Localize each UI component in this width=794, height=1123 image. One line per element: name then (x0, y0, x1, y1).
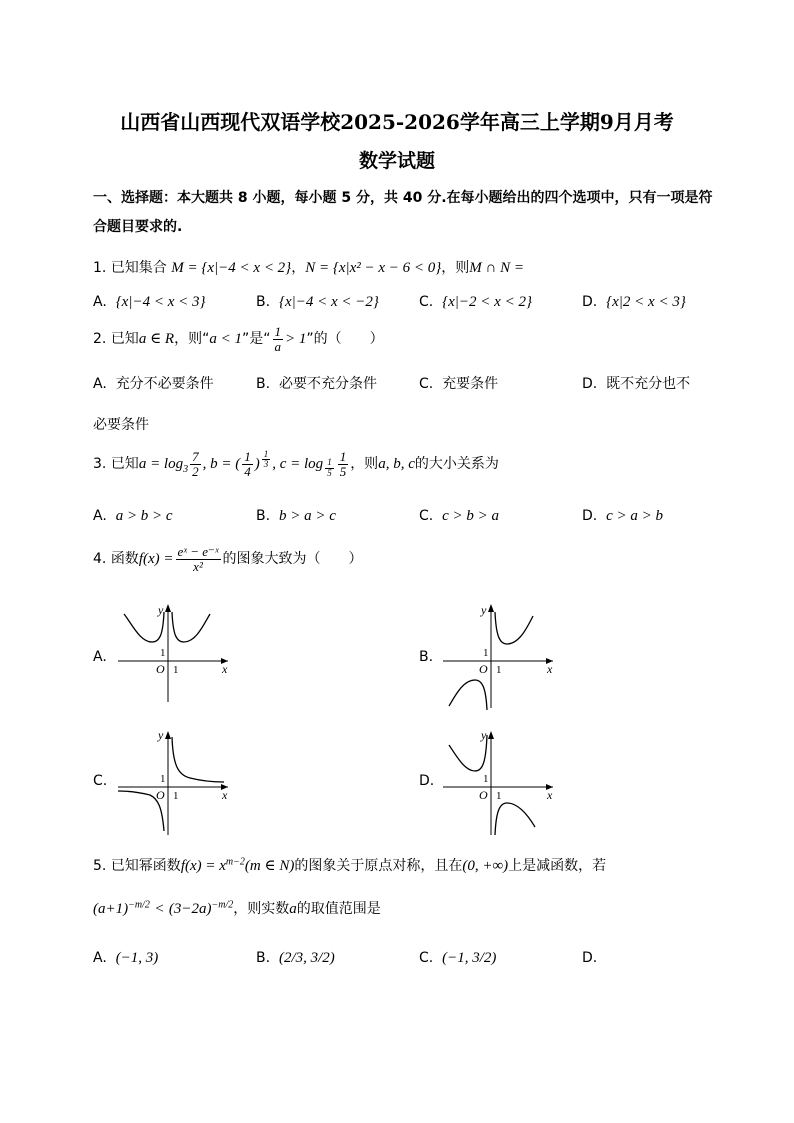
x-label: x (222, 788, 228, 802)
y-arrow-icon (165, 604, 171, 612)
option-text: (−1, 3/2) (442, 950, 497, 966)
option-label: A. (93, 950, 107, 966)
y-tick-label: 1 (160, 773, 166, 785)
option-text: 必要不充分条件 (278, 376, 377, 392)
question-text: ，则 (441, 260, 470, 276)
denominator: 5 (339, 463, 347, 479)
function-name: f(x) = (138, 551, 174, 568)
question-number: 1. (93, 260, 107, 276)
q3-option-c[interactable] (419, 508, 499, 525)
less-than: < (154, 901, 165, 917)
q4-option-c-label[interactable]: C. (93, 773, 108, 789)
y-label: y (158, 728, 164, 742)
c-definition: , c = log (272, 456, 324, 473)
option-text: {x|−2 < x < 2} (442, 294, 532, 310)
set-m: M = {x|−4 < x < 2} (171, 260, 292, 276)
y-arrow-icon (488, 604, 494, 612)
option-text: {x|2 < x < 3} (606, 294, 686, 310)
denominator: a (274, 338, 281, 354)
q2-option-b[interactable] (256, 373, 377, 393)
fraction (338, 450, 349, 478)
option-label: B. (256, 376, 271, 392)
option-label: C. (419, 376, 434, 392)
fraction (242, 450, 253, 478)
y-tick-label: 1 (483, 773, 489, 785)
b-definition: , b = ( (202, 456, 241, 473)
origin-label: O (479, 788, 488, 802)
q2-option-d-wrap: 必要条件 (93, 417, 149, 433)
numerator: 1 (244, 449, 251, 464)
curve-right (172, 612, 210, 642)
numerator: eˣ − e⁻ˣ (177, 544, 219, 559)
q2-option-a[interactable] (93, 373, 214, 393)
x-label: x (547, 662, 553, 676)
variables: a, b, c (378, 456, 415, 473)
q1-option-b[interactable] (256, 294, 379, 311)
exponent-fraction (262, 450, 271, 470)
curve-right (495, 803, 535, 835)
fraction (273, 325, 284, 353)
exponent: m−2 (225, 856, 245, 868)
option-text: {x|−4 < x < −2} (278, 294, 379, 310)
q4-option-b-label[interactable]: B. (419, 649, 434, 665)
option-label: B. (256, 508, 271, 524)
question-number: 3. (93, 456, 107, 473)
x-tick-label: 1 (496, 664, 502, 676)
interval: (0, +∞) (462, 858, 509, 874)
option-text: c > a > b (606, 508, 664, 524)
q1-option-c[interactable] (419, 294, 532, 311)
question-5-line2 (93, 898, 381, 918)
x-tick-label: 1 (496, 790, 502, 802)
question-1 (93, 257, 524, 277)
q3-option-b[interactable] (256, 508, 336, 525)
question-text: ，则实数 (233, 901, 290, 917)
x-tick-label: 1 (173, 664, 179, 676)
y-label: y (481, 728, 487, 742)
q5-option-a[interactable] (93, 950, 158, 967)
inequality: > 1 (285, 331, 307, 348)
option-label: C. (419, 294, 434, 310)
option-label: B. (256, 950, 271, 966)
question-text: ”是“ (241, 331, 271, 348)
graph-d[interactable] (435, 727, 565, 837)
numerator: 1 (274, 324, 281, 339)
a-definition: a = log (138, 456, 184, 473)
question-text: 上是减函数，若 (508, 858, 607, 874)
denominator: 5 (327, 467, 332, 478)
question-text: 的图象大致为（ ） (222, 551, 363, 568)
question-text: 的图象关于原点对称，且在 (294, 858, 463, 874)
q1-option-d[interactable] (582, 294, 686, 311)
option-label: C. (419, 508, 434, 524)
y-tick-label: 1 (483, 647, 489, 659)
y-arrow-icon (165, 731, 171, 739)
page-subtitle: 数学试题 (358, 150, 435, 172)
option-label: B. (256, 294, 271, 310)
option-text: c > b > a (442, 508, 500, 524)
numerator: 7 (192, 449, 199, 464)
exponent: −m/2 (211, 899, 234, 911)
question-text: 已知 (110, 331, 139, 348)
q1-option-a[interactable] (93, 294, 206, 311)
denominator: 3 (263, 459, 269, 470)
fraction (176, 545, 221, 573)
option-label: A. (93, 376, 107, 392)
curve-right (495, 612, 533, 644)
exponent: −m/2 (128, 899, 150, 911)
option-label: D. (582, 508, 598, 524)
section-heading-line2: 合题目要求的. (93, 219, 183, 235)
option-text: b > a > c (278, 508, 336, 524)
fraction (190, 450, 201, 478)
intersection-expression: M ∩ N = (469, 260, 524, 276)
question-text: ”的（ ） (306, 331, 384, 348)
set-n: N = {x|x² − x − 6 < 0} (305, 260, 442, 276)
inequality-left: (a+1) (93, 901, 129, 917)
question-number: 2. (93, 331, 107, 348)
question-text: 已知集合 (110, 260, 167, 276)
question-5 (93, 855, 606, 875)
option-text: {x|−4 < x < 3} (115, 294, 206, 310)
y-label: y (481, 603, 487, 617)
numerator: 1 (339, 449, 347, 464)
question-text: 已知幂函数 (110, 858, 181, 874)
graph-b[interactable] (435, 600, 565, 710)
question-4 (93, 545, 363, 573)
question-number: 5. (93, 858, 107, 874)
question-text: 的大小关系为 (414, 456, 499, 473)
condition-a: a < 1 (209, 331, 242, 348)
log-base-fraction (325, 458, 334, 478)
option-label: D. (582, 950, 598, 966)
page-title: 山西省山西现代双语学校2025-2026学年高三上学期9月月考 (120, 110, 674, 134)
option-text: 充要条件 (442, 376, 499, 392)
q2-option-d[interactable] (582, 373, 690, 393)
q5-option-b[interactable] (256, 950, 335, 967)
y-tick-label: 1 (160, 647, 166, 659)
q4-option-a-label[interactable]: A. (93, 649, 107, 665)
denominator: x² (193, 558, 203, 574)
q3-option-d[interactable] (582, 508, 663, 525)
condition: a ∈ R (138, 331, 175, 348)
question-text: ，则“ (174, 331, 210, 348)
option-label: C. (419, 950, 434, 966)
option-text: 充分不必要条件 (115, 376, 214, 392)
log-base: 3 (183, 463, 189, 475)
function-name: f(x) = x (180, 858, 226, 874)
option-text: (2/3, 3/2) (278, 950, 335, 966)
question-text: 函数 (110, 551, 139, 568)
q2-option-c[interactable] (419, 373, 498, 393)
y-label: y (158, 603, 164, 617)
option-text: 既不充分也不 (606, 376, 691, 392)
origin-label: O (156, 788, 165, 802)
variable: a (289, 901, 297, 917)
origin-label: O (156, 662, 165, 676)
q4-option-d-label[interactable]: D. (419, 773, 435, 789)
question-text: ，则 (350, 456, 379, 473)
inequality-right: (3−2a) (168, 901, 212, 917)
q3-option-a[interactable] (93, 508, 173, 525)
origin-label: O (479, 662, 488, 676)
denominator: 2 (192, 463, 199, 479)
curve-left (449, 680, 487, 710)
x-tick-label: 1 (173, 790, 179, 802)
condition: (m ∈ N) (244, 858, 295, 874)
option-label: A. (93, 508, 107, 524)
curve-right (172, 737, 224, 782)
x-label: x (222, 662, 228, 676)
option-label: D. (582, 294, 598, 310)
denominator: 4 (244, 463, 251, 479)
x-label: x (547, 788, 553, 802)
option-label: D. (582, 376, 598, 392)
y-arrow-icon (488, 731, 494, 739)
graph-c[interactable] (110, 727, 240, 837)
separator: ， (291, 260, 306, 276)
question-number: 4. (93, 551, 107, 568)
question-3 (93, 450, 499, 478)
numerator: 1 (263, 449, 269, 459)
paren: ) (254, 456, 260, 473)
question-text: 的取值范围是 (296, 901, 381, 917)
option-text: (−1, 3) (115, 950, 159, 966)
option-text: a > b > c (115, 508, 173, 524)
q5-option-d[interactable] (582, 950, 606, 967)
question-text: 已知 (110, 456, 139, 473)
graph-a[interactable] (110, 600, 240, 710)
numerator: 1 (327, 457, 332, 468)
q5-option-c[interactable] (419, 950, 496, 967)
question-2 (93, 325, 384, 353)
option-label: A. (93, 294, 107, 310)
section-heading-line1: 一、选择题：本大题共 8 小题，每小题 5 分，共 40 分.在每小题给出的四个选项中，只有一项是符 (93, 190, 713, 206)
